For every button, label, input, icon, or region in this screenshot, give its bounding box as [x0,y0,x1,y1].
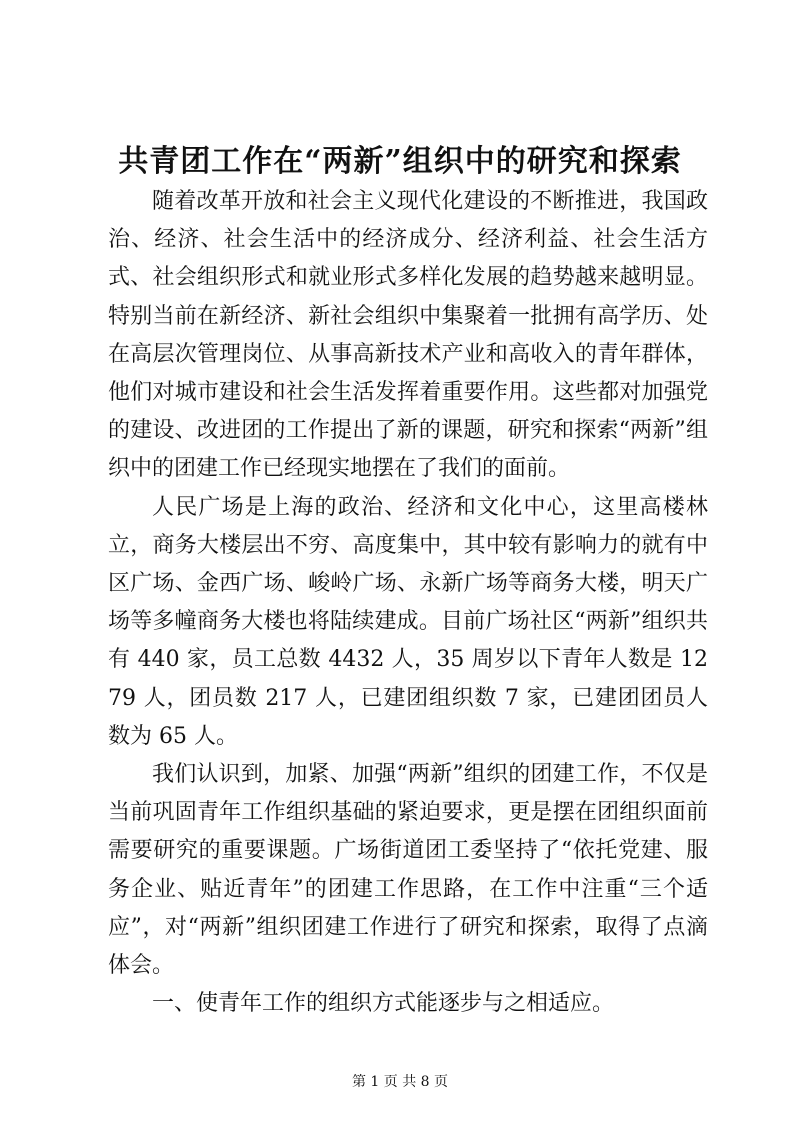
page-number: 第 1 页 共 8 页 [351,1074,449,1090]
paragraph-1: 随着改革开放和社会主义现代化建设的不断推进，我国政治、经济、社会生活中的经济成分、经济利益、社会生活方式、社会组织形式和就业形式多样化发展的趋势越来越明显。特别当前在新经济、新社会组织中集聚着一批拥有高学历、处在高层次管理岗位、从事高新技术产业和高收入的青年群体，他们对城市建设和社会生活发挥着重要作用。这些都对加强党的建设、改进团的工作提出了新的课题，研究和探索“两新”组织中的团建工作已经现实地摆在了我们的面前。 [108,189,708,482]
section-heading: 一、使青年工作的组织方式能逐步与之相适应。 [152,991,615,1017]
document-title: 共青团工作在“两新”组织中的研究和探索 [118,144,682,179]
paragraph-2: 人民广场是上海的政治、经济和文化中心，这里高楼林立，商务大楼层出不穷、高度集中，其中较有影响力的就有中区广场、金西广场、峻岭广场、永新广场等商务大楼，明天广场等多幢商务大楼也将陆续建成。目前广场社区“两新”组织共有 440 家，员工总数 4432 人，35 周岁以下青年人数是 1279 人，团员数 217 人，已建团组织数 7 家，已建团团员人数为 65 人。 [108,494,708,749]
paragraph-3: 我们认识到，加紧、加强“两新”组织的团建工作，不仅是当前巩固青年工作组织基础的紧迫要求，更是摆在团组织面前需要研究的重要课题。广场街道团工委坚持了“依托党建、服务企业、贴近青年”的团建工作思路，在工作中注重“三个适应”，对“两新”组织团建工作进行了研究和探索，取得了点滴体会。 [108,762,708,979]
document-body [108,183,708,1023]
